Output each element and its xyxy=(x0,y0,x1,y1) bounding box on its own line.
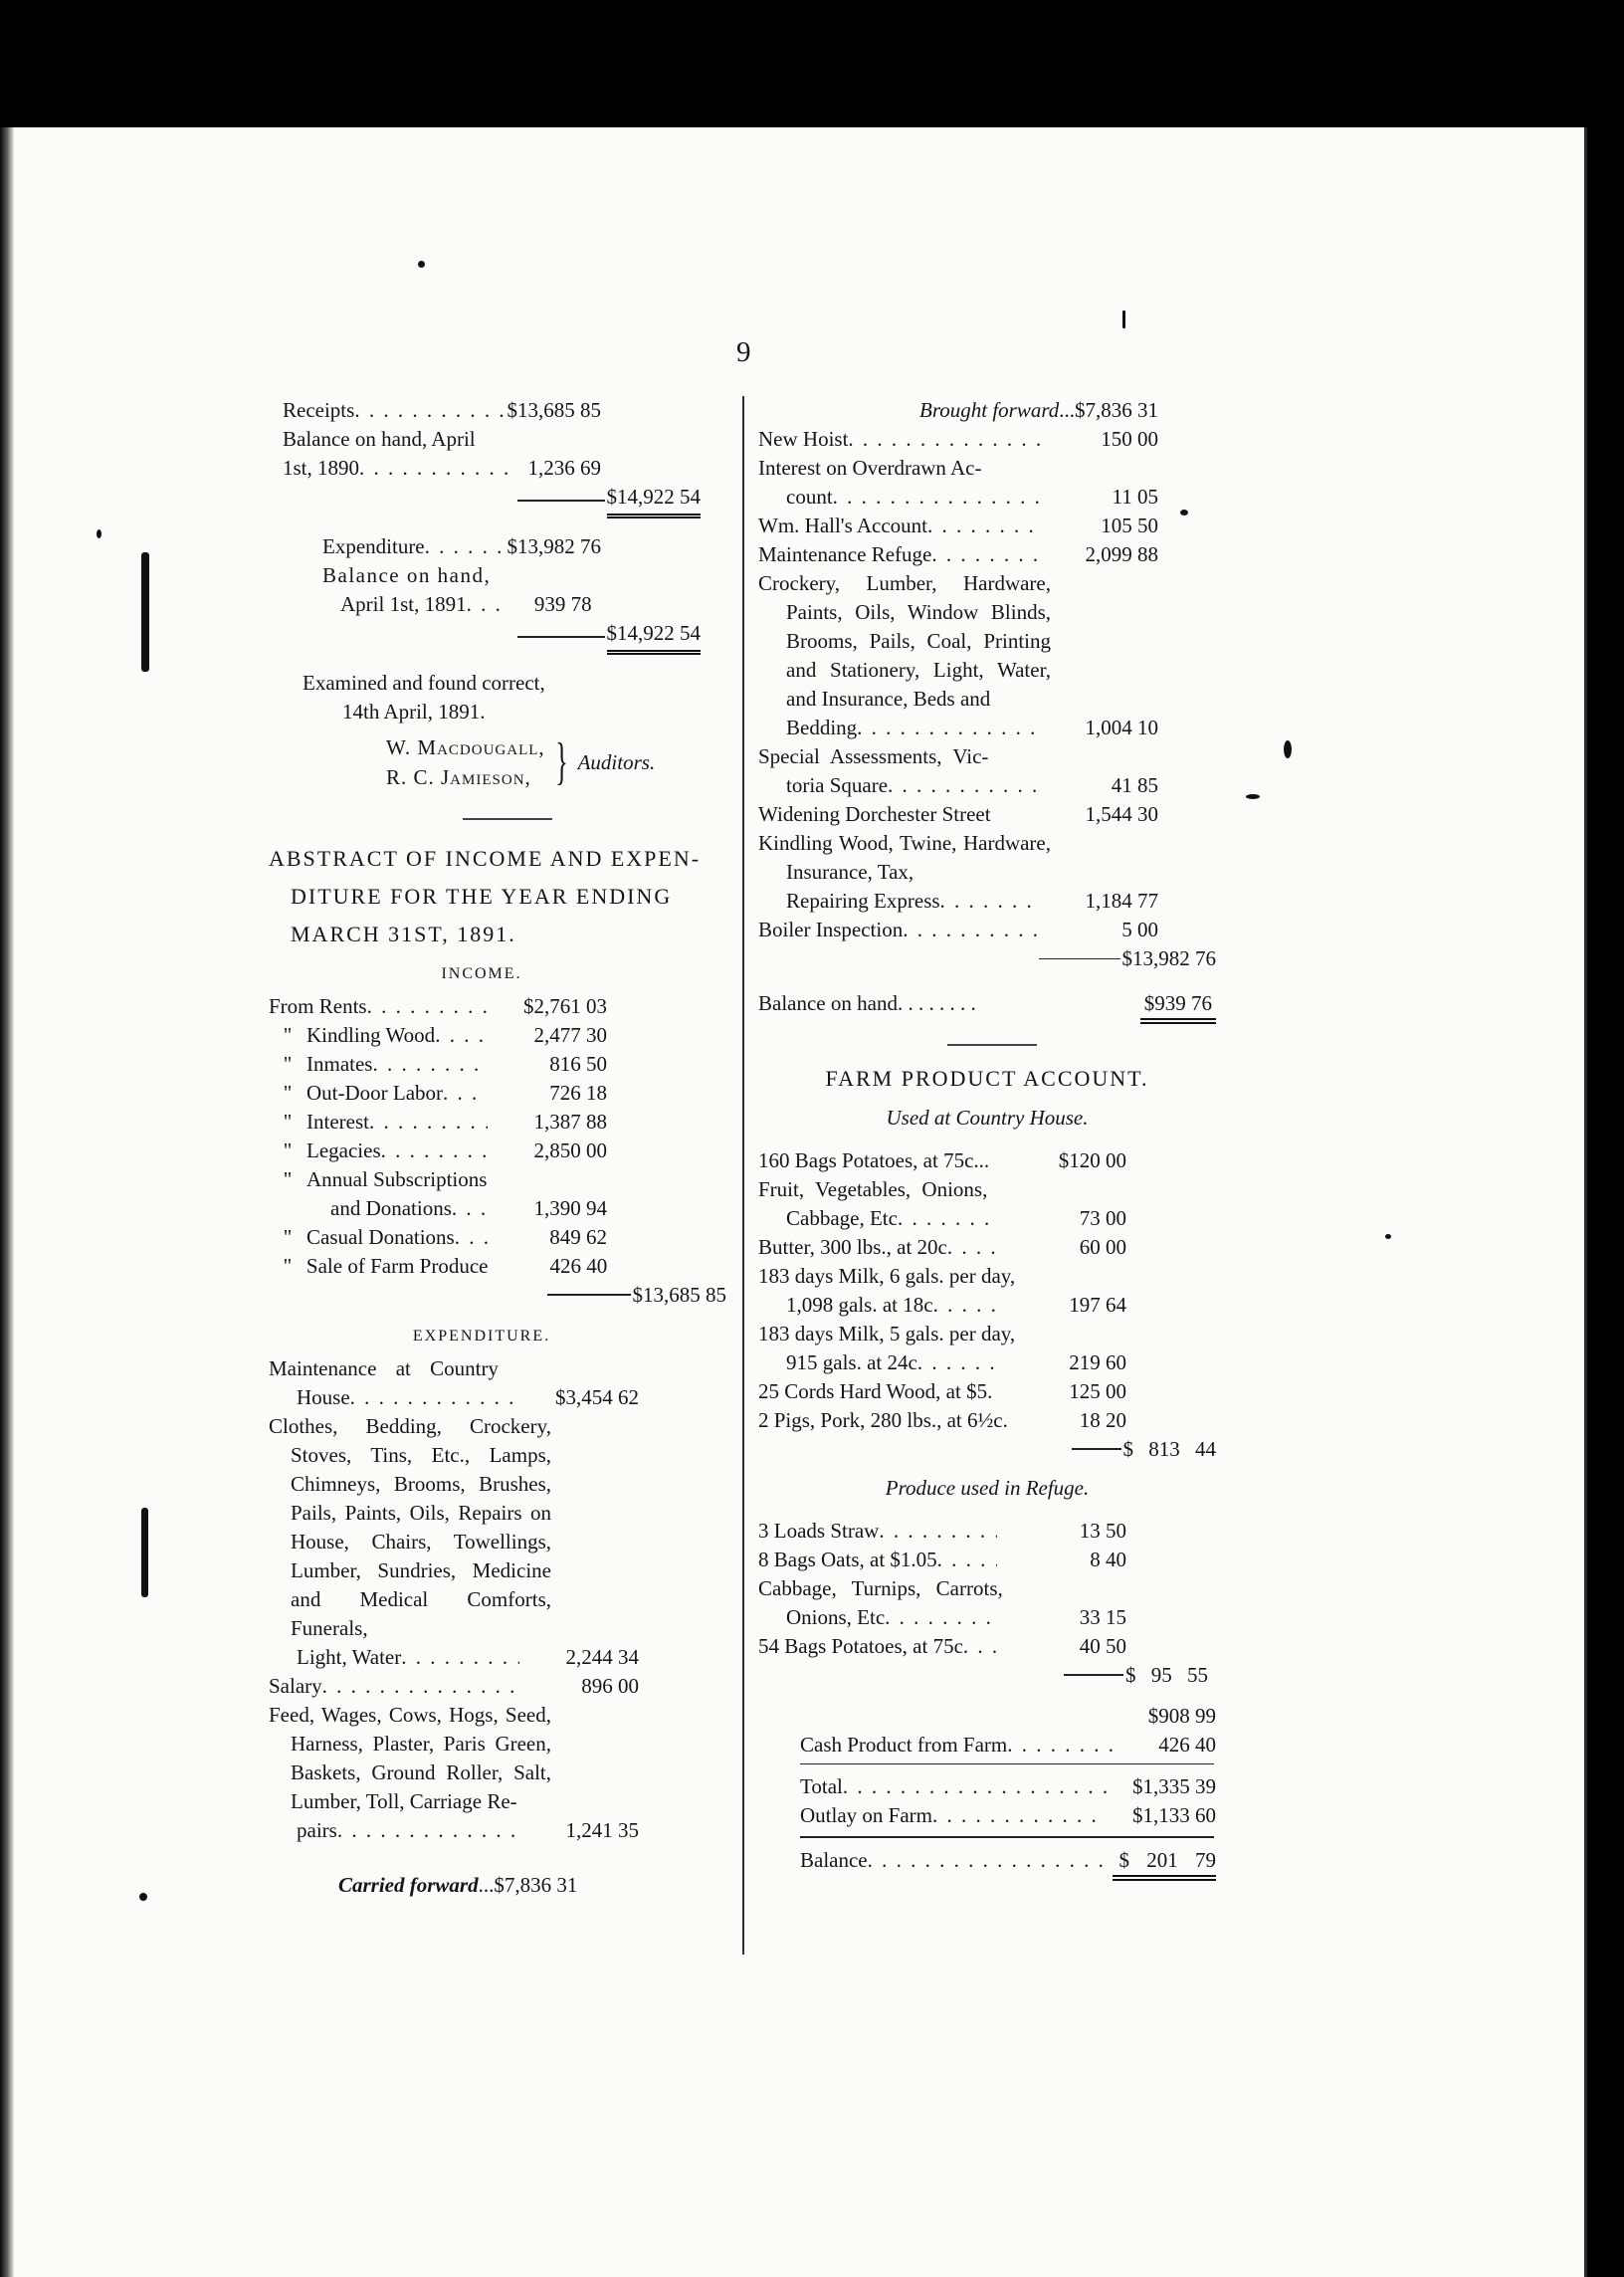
income-label: Sale of Farm Produce xyxy=(305,1253,489,1278)
expenditure-row xyxy=(269,1816,639,1845)
receipts-value: $13,685 85 xyxy=(507,398,601,422)
ditto-mark: " xyxy=(283,1109,293,1134)
leader-dots xyxy=(467,590,507,619)
farm-row xyxy=(758,1517,1126,1546)
income-label: Inmates xyxy=(306,1051,373,1076)
summary-row-balance-label xyxy=(283,425,701,454)
leader-dots xyxy=(843,1772,1107,1801)
left-column xyxy=(269,396,734,1900)
leader-dots xyxy=(359,454,511,483)
farm-value: 8 40 xyxy=(1090,1547,1126,1571)
rule xyxy=(1072,1448,1121,1450)
brace-icon: } xyxy=(554,733,568,790)
expenditure-value: 2,099 88 xyxy=(1085,542,1158,566)
expenditure-row xyxy=(758,540,1158,569)
expenditure-label: Wm. Hall's Account xyxy=(758,514,927,537)
leader-dots xyxy=(455,1223,488,1252)
farm-total-value: $1,335 39 xyxy=(1132,1774,1216,1798)
income-label: and Donations xyxy=(330,1195,452,1220)
page-number: 9 xyxy=(736,336,751,368)
scan-speck xyxy=(97,529,102,538)
leader-dots xyxy=(452,1194,488,1223)
income-total xyxy=(269,1281,726,1310)
farm-total-row xyxy=(758,1772,1216,1801)
leader-dots xyxy=(932,1801,1107,1830)
leader-dots xyxy=(933,1291,997,1320)
balance2-label: Balance on hand, xyxy=(322,563,492,587)
expenditure-value: $3,454 62 xyxy=(555,1384,639,1409)
balance-value: 1,236 69 xyxy=(527,456,601,480)
examined-line-2: 14th April, 1891. xyxy=(342,700,486,724)
auditor-name: W. Macdougall, xyxy=(386,735,545,759)
income-value: 426 40 xyxy=(549,1253,608,1278)
farm-label: 2 Pigs, Pork, 280 lbs., at 6½c. xyxy=(758,1407,1008,1432)
expenditure-label: Special Assessments, Vic- xyxy=(758,744,989,768)
summary-row-receipts xyxy=(283,396,701,425)
scan-speck xyxy=(1246,794,1260,799)
expenditure-row xyxy=(758,800,1158,829)
refuge-total-value: $ 95 55 xyxy=(1125,1662,1208,1687)
farm-label: Cabbage, Etc xyxy=(786,1205,898,1230)
farm-total-label: Total xyxy=(800,1774,843,1798)
expenditure-item-description xyxy=(758,569,1051,714)
expenditure-row xyxy=(758,483,1158,512)
summary-total-2 xyxy=(283,619,701,655)
leader-dots xyxy=(879,1517,997,1546)
brought-forward-label: Brought forward xyxy=(919,398,1060,422)
farm-label: 8 Bags Oats, at $1.05 xyxy=(758,1547,937,1571)
cash-product-value: 426 40 xyxy=(1158,1732,1216,1757)
income-value: 849 62 xyxy=(549,1224,607,1249)
expenditure-total xyxy=(758,944,1216,973)
expenditure-item-description xyxy=(269,1412,551,1643)
farm-row xyxy=(758,1546,1126,1574)
expenditure-row xyxy=(758,425,1158,454)
country-house-total xyxy=(758,1435,1216,1464)
farm-row xyxy=(758,1320,1126,1348)
country-house-total-value: $ 813 44 xyxy=(1122,1436,1216,1461)
income-label: Kindling Wood xyxy=(306,1022,436,1047)
farm-label: 1,098 gals. at 18c xyxy=(786,1292,933,1317)
expenditure-row xyxy=(269,1643,639,1672)
expenditure-value: 1,544 30 xyxy=(1085,802,1158,826)
summary-row-expenditure xyxy=(322,532,701,561)
leader-dots xyxy=(401,1643,519,1672)
leader-dots: ... xyxy=(973,1147,990,1172)
summary-total-1 xyxy=(283,483,701,518)
cash-product-row xyxy=(758,1731,1216,1760)
expenditure-total-value: $13,982 76 xyxy=(1121,946,1216,970)
rule xyxy=(800,1836,1214,1838)
leader-dots xyxy=(903,916,1041,944)
farm-value: 13 50 xyxy=(1079,1518,1126,1543)
leader-dots xyxy=(337,1816,519,1845)
farm-value: 40 50 xyxy=(1079,1633,1126,1658)
leader-dots xyxy=(435,1021,488,1050)
auditor-name: R. C. Jamieson, xyxy=(386,765,531,789)
farm-sum-row xyxy=(758,1702,1216,1731)
carried-forward-value: $7,836 31 xyxy=(494,1872,578,1897)
farm-value: 18 20 xyxy=(1079,1407,1126,1432)
farm-row xyxy=(758,1377,1126,1406)
leader-dots xyxy=(963,1632,997,1661)
expenditure-row xyxy=(269,1672,639,1701)
ditto-mark: " xyxy=(283,1166,293,1191)
ditto-mark: " xyxy=(283,1138,293,1162)
income-value: 1,387 88 xyxy=(533,1109,607,1134)
leader-dots xyxy=(868,1846,1113,1875)
leader-dots xyxy=(940,887,1041,916)
rule xyxy=(1039,958,1120,960)
summary-row-balance2-label xyxy=(322,561,701,590)
leader-dots xyxy=(898,1204,997,1233)
abstract-title-line: ABSTRACT OF INCOME AND EXPEN- xyxy=(269,845,702,871)
expenditure-value: 105 50 xyxy=(1101,514,1158,537)
balance-label: Balance on hand, April xyxy=(283,427,476,451)
farm-label: 183 days Milk, 5 gals. per day, xyxy=(758,1321,1016,1346)
country-house-list xyxy=(758,1146,1126,1435)
expenditure-row xyxy=(269,1383,639,1412)
outlay-row xyxy=(758,1801,1216,1830)
income-label: Legacies xyxy=(306,1138,381,1162)
scan-speck xyxy=(141,1508,148,1597)
refuge-list xyxy=(758,1517,1126,1661)
section-rule xyxy=(947,1044,1037,1046)
farm-heading: FARM PRODUCT ACCOUNT. xyxy=(825,1065,1149,1091)
income-row xyxy=(269,1137,726,1165)
expenditure-row xyxy=(758,512,1158,540)
income-value: 816 50 xyxy=(549,1051,607,1076)
scan-speck xyxy=(141,552,149,672)
income-row xyxy=(269,1165,726,1194)
farm-label: 54 Bags Potatoes, at 75c xyxy=(758,1633,963,1658)
farm-label: Fruit, Vegetables, Onions, xyxy=(758,1176,988,1201)
ditto-mark: " xyxy=(283,1253,293,1278)
expenditure-value: 11 05 xyxy=(1112,485,1158,509)
examined-line-1: Examined and found correct, xyxy=(303,671,545,695)
farm-label: 160 Bags Potatoes, at 75c xyxy=(758,1147,974,1172)
income-row xyxy=(269,1079,726,1108)
expenditure-value: 5 00 xyxy=(1121,918,1158,941)
rule xyxy=(547,1294,631,1296)
expenditure-label: Maintenance at Country xyxy=(269,1355,499,1380)
farm-row xyxy=(758,1348,1126,1377)
farm-row xyxy=(758,1291,1126,1320)
auditors-block xyxy=(386,732,701,792)
leader-dots xyxy=(888,771,1041,800)
cash-product-label: Cash Product from Farm xyxy=(800,1732,1008,1757)
income-row xyxy=(269,992,726,1021)
farm-value: 125 00 xyxy=(1069,1378,1126,1403)
farm-label: 915 gals. at 24c xyxy=(786,1349,917,1374)
farm-value: 219 60 xyxy=(1069,1349,1126,1374)
leader-dots xyxy=(381,1137,488,1165)
expenditure-label: count xyxy=(786,485,833,509)
scan-speck xyxy=(1284,740,1292,758)
income-row xyxy=(269,1021,726,1050)
summary-row-balance2 xyxy=(322,590,701,619)
expenditure-row xyxy=(758,916,1158,944)
farm-row xyxy=(758,1262,1126,1291)
income-heading: INCOME. xyxy=(441,964,522,982)
expenditure-label: Maintenance Refuge xyxy=(758,542,932,566)
income-value: 2,477 30 xyxy=(533,1022,607,1047)
expenditure-row xyxy=(758,887,1158,916)
expenditure-label: Crockery, Lumber, Hardware, Paints, Oils, Window Blinds, Brooms, Pails, Coal, Printing and Stationery, Light, Water, and Insurance, Beds and xyxy=(758,571,1051,711)
leader-dots xyxy=(947,1233,997,1262)
expenditure-value: 41 85 xyxy=(1111,773,1158,797)
expenditure-value: $13,982 76 xyxy=(507,534,601,558)
farm-row xyxy=(758,1175,1126,1204)
expenditure-heading: EXPENDITURE. xyxy=(412,1327,551,1345)
income-total-value: $13,685 85 xyxy=(632,1282,726,1307)
leader-dots xyxy=(443,1079,488,1108)
summary-row-balance xyxy=(283,454,701,483)
balance-on-hand-row xyxy=(758,989,1216,1024)
income-list xyxy=(269,992,726,1310)
income-value: $2,761 03 xyxy=(523,993,607,1018)
income-row xyxy=(269,1108,726,1137)
income-row xyxy=(269,1050,726,1079)
balance-on-hand-label: Balance on hand xyxy=(758,991,898,1015)
expenditure-label: Repairing Express xyxy=(786,889,940,913)
farm-row xyxy=(758,1204,1126,1233)
leader-dots xyxy=(369,1108,488,1137)
income-label: Out-Door Labor xyxy=(306,1080,444,1105)
expenditure-value: 1,241 35 xyxy=(565,1817,639,1842)
expenditure-row xyxy=(269,1354,639,1383)
expenditure-row xyxy=(758,771,1158,800)
refuge-total xyxy=(758,1661,1216,1690)
expenditure-label: pairs xyxy=(297,1817,337,1842)
auditors-label: Auditors. xyxy=(577,749,656,774)
income-label: Interest xyxy=(306,1109,369,1134)
leader-dots xyxy=(848,425,1041,454)
leader-dots xyxy=(1007,1731,1116,1760)
leader-dots xyxy=(425,532,508,561)
right-column xyxy=(758,396,1216,1881)
income-row xyxy=(269,1252,726,1281)
expenditure-label: New Hoist xyxy=(758,427,849,451)
farm-balance-value: $ 201 79 xyxy=(1113,1846,1216,1881)
expenditure-value: 896 00 xyxy=(581,1673,639,1698)
refuge-heading: Produce used in Refuge. xyxy=(885,1475,1090,1500)
expenditure-label: Clothes, Bedding, Crockery, Stoves, Tins, Etc., Lamps, Chimneys, Brooms, Brushes, Pails, Paints, Oils, Repairs on House, Chairs, Towellings, Lumber, Sundries, Medicine and Medical Comforts, Funerals, xyxy=(269,1413,551,1640)
scan-speck xyxy=(1385,1234,1391,1239)
income-label: Annual Subscriptions xyxy=(306,1166,488,1191)
leader-dots: ... xyxy=(478,1872,495,1897)
country-house-heading: Used at Country House. xyxy=(886,1105,1089,1130)
balance2-value: 939 78 xyxy=(533,592,592,616)
rule xyxy=(1064,1674,1123,1676)
section-rule xyxy=(463,818,552,820)
expenditure-row xyxy=(758,454,1158,483)
expenditure-label: Feed, Wages, Cows, Hogs, Seed, Harness, Plaster, Paris Green, Baskets, Ground Roller, Salt, Lumber, Toll, Carriage Re- xyxy=(269,1702,551,1813)
ditto-mark: " xyxy=(283,1224,293,1249)
brought-forward-row xyxy=(758,396,1158,425)
leader-dots xyxy=(885,1603,997,1632)
brought-forward-value: $7,836 31 xyxy=(1075,398,1158,422)
income-label: Casual Donations xyxy=(306,1224,455,1249)
income-value: 1,390 94 xyxy=(533,1195,607,1220)
farm-row xyxy=(758,1406,1126,1435)
farm-value: 197 64 xyxy=(1069,1292,1126,1317)
outlay-value: $1,133 60 xyxy=(1132,1803,1216,1827)
carried-forward-row xyxy=(338,1871,709,1900)
leader-dots xyxy=(372,1050,488,1079)
farm-row xyxy=(758,1632,1126,1661)
scan-speck xyxy=(139,1893,147,1901)
farm-label: Cabbage, Turnips, Carrots, xyxy=(758,1575,1003,1600)
income-label: From Rents xyxy=(269,993,367,1018)
ditto-mark: " xyxy=(283,1080,293,1105)
examined-note xyxy=(303,669,701,726)
scan-speck xyxy=(1122,310,1125,328)
expenditure-row xyxy=(758,714,1158,742)
farm-summary xyxy=(758,1702,1216,1881)
abstract-title xyxy=(269,840,734,953)
balance-date: 1st, 1890 xyxy=(283,456,360,480)
farm-value: $120 00 xyxy=(1058,1147,1126,1172)
income-value: 2,850 00 xyxy=(533,1138,607,1162)
expenditure-label: Expenditure xyxy=(322,534,425,558)
leader-dots xyxy=(937,1546,997,1574)
leader-dots xyxy=(833,483,1041,512)
leader-dots xyxy=(350,1383,519,1412)
summary-total-value: $14,922 54 xyxy=(607,619,702,655)
farm-balance-label: Balance xyxy=(800,1847,868,1872)
expenditure-label: Bedding xyxy=(786,716,858,739)
farm-row xyxy=(758,1603,1126,1632)
expenditure-label: House xyxy=(297,1384,350,1409)
farm-balance-row xyxy=(758,1846,1216,1881)
balance-on-hand-value: $939 76 xyxy=(1140,989,1216,1024)
expenditure-value: 150 00 xyxy=(1101,427,1158,451)
balance-summary xyxy=(283,396,701,792)
expenditure-value: 2,244 34 xyxy=(565,1644,639,1669)
farm-value: 73 00 xyxy=(1079,1205,1126,1230)
farm-label: Butter, 300 lbs., at 20c xyxy=(758,1234,947,1259)
carried-forward-label: Carried forward xyxy=(338,1872,479,1897)
continued-expenditure xyxy=(758,396,1158,944)
income-row xyxy=(269,1194,726,1223)
rule xyxy=(517,500,605,502)
expenditure-label: Interest on Overdrawn Ac- xyxy=(758,456,982,480)
outlay-label: Outlay on Farm xyxy=(800,1803,932,1827)
leader-dots xyxy=(354,396,507,425)
receipts-label: Receipts xyxy=(283,398,355,422)
expenditure-label: toria Square xyxy=(786,773,889,797)
expenditure-value: 1,004 10 xyxy=(1085,716,1158,739)
expenditure-label: Light, Water xyxy=(297,1644,402,1669)
farm-label: Onions, Etc xyxy=(786,1604,886,1629)
expenditure-label: Boiler Inspection xyxy=(758,918,904,941)
balance2-date: April 1st, 1891 xyxy=(340,592,467,616)
income-value: 726 18 xyxy=(549,1080,607,1105)
leader-dots xyxy=(857,714,1041,742)
farm-label: 25 Cords Hard Wood, at $5. xyxy=(758,1378,993,1403)
expenditure-item-description xyxy=(269,1701,551,1816)
leader-dots xyxy=(322,1672,519,1701)
leader-dots: . . . . . . . . xyxy=(897,991,976,1015)
expenditure-label: Salary xyxy=(269,1673,322,1698)
expenditure-label: Widening Dorchester Street xyxy=(758,802,991,826)
farm-label: 183 days Milk, 6 gals. per day, xyxy=(758,1263,1016,1288)
ditto-mark: " xyxy=(283,1022,293,1047)
leader-dots: ... xyxy=(1059,398,1075,422)
farm-value: 60 00 xyxy=(1079,1234,1126,1259)
farm-sum-value: $908 99 xyxy=(1147,1703,1216,1728)
ditto-mark: " xyxy=(283,1051,293,1076)
expenditure-list xyxy=(269,1354,639,1845)
leader-dots xyxy=(927,512,1041,540)
farm-row xyxy=(758,1574,1126,1603)
page-gutter-shadow xyxy=(0,127,14,2277)
farm-value: 33 15 xyxy=(1079,1604,1126,1629)
leader-dots xyxy=(917,1348,997,1377)
scan-speck xyxy=(418,261,425,268)
expenditure-item-description xyxy=(758,829,1051,887)
rule xyxy=(517,636,605,638)
expenditure-value: 1,184 77 xyxy=(1085,889,1158,913)
abstract-title-line: MARCH 31ST, 1891. xyxy=(291,921,516,946)
abstract-title-line: DITURE FOR THE YEAR ENDING xyxy=(291,883,673,909)
column-divider xyxy=(742,396,744,1955)
expenditure-row xyxy=(758,742,1158,771)
leader-dots xyxy=(367,992,488,1021)
rule xyxy=(800,1763,1214,1765)
farm-row xyxy=(758,1146,1126,1175)
summary-total-value: $14,922 54 xyxy=(607,483,702,518)
summary-expenditure-block xyxy=(322,532,701,619)
farm-label: 3 Loads Straw xyxy=(758,1518,880,1543)
leader-dots xyxy=(931,540,1041,569)
income-row xyxy=(269,1223,726,1252)
expenditure-label: Kindling Wood, Twine, Hardware, Insurance, Tax, xyxy=(758,831,1051,884)
farm-row xyxy=(758,1233,1126,1262)
